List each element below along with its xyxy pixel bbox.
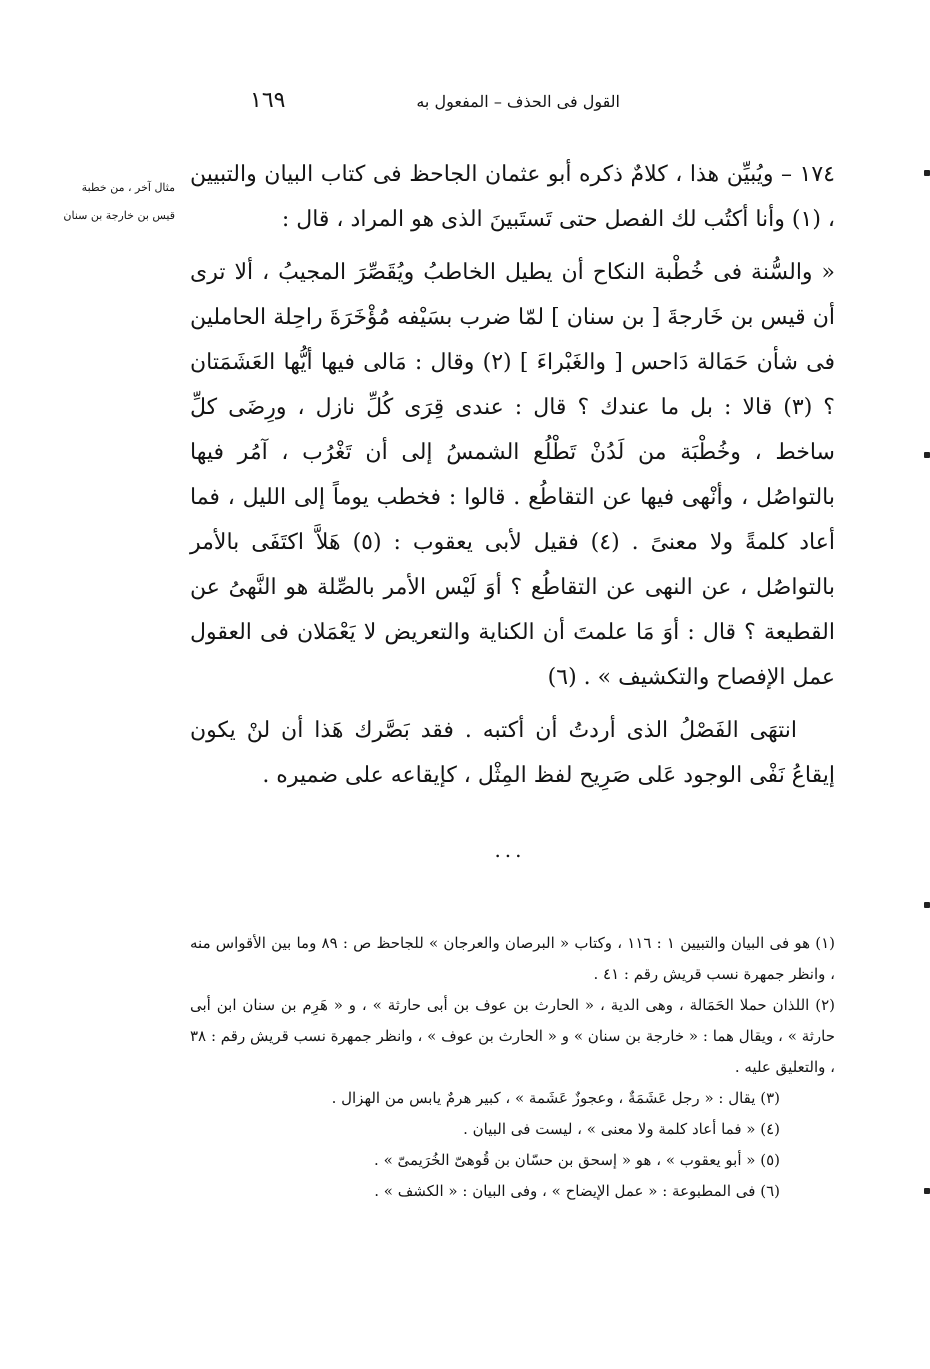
footnote: (٤) « فما أعاد كلمة ولا معنى » ، ليست فى البيان .	[463, 1120, 780, 1138]
margin-note-line: قيس بن خارجة بن سنان	[63, 209, 175, 222]
scan-mark	[924, 1188, 930, 1194]
scan-mark	[924, 452, 930, 458]
footnote: (٦) فى المطبوعة : « عمل الإيضاح » ، وفى البيان : « الكشف » .	[374, 1182, 780, 1200]
scan-mark	[924, 902, 930, 908]
page-header	[230, 88, 630, 118]
closing-paragraph: انتهَى الفَصْلُ الذى أردتُ أن أكتبه . فقد بَصَّرك هَذا أن لنْ يكون إيقاعُ نَفْى الوجود عَلى صَرِيح لفظ المِثْل ، كإيقاعه على ضميره .	[190, 718, 835, 788]
footnote: (١) هو فى البيان والتبيين ١ : ١١٦ ، وكتاب « البرصان والعرجان » للجاحظ ص : ٨٩ وما بين الأقواس منه ، وانظر جمهرة نسب قريش رقم : ٤١ .	[190, 934, 836, 983]
scan-mark	[924, 170, 930, 176]
footnote: (٥) « أبو يعقوب » ، هو « إسحق بن حسّان بن قُوهىّ الخُرَيمىّ » .	[374, 1151, 780, 1169]
section-separator: ...	[494, 838, 526, 862]
margin-note-line: مثال آخر ، من خطبة	[81, 181, 175, 194]
page-number: ١٦٩	[250, 88, 286, 113]
footnote: (٣) يقال : « رجل عَشَمَةٌ ، وعجوزٌ عَشَمة » ، كبير هرمٌ يابس من الهزال .	[331, 1089, 780, 1107]
paragraph-174: ١٧٤ – ويُبيِّن هذا ، كلامٌ ذكره أبو عثمان الجاحظ فى كتاب البيان والتبيين ، (١) وأنا أكتُب لك الفصل حتى تَستَبينَ الذى هو المراد ، قال :	[190, 162, 835, 232]
footnote: (٢) اللذان حملا الحَمَالة ، وهى الدية ، « الحارث بن عوف بن أبى حارثة » ، و « هَرِم بن سنان ابن أبى حارثة » ، ويقال هما : « خارجة بن سنان » و « الحارث بن عوف » ، وانظر جمهرة نسب قريش رقم : ٣٨ ، والتعليق عليه .	[190, 996, 835, 1076]
main-text	[190, 152, 835, 798]
footnotes	[190, 928, 835, 1207]
margin-note	[55, 174, 175, 230]
quoted-passage: « والسُّنة فى خُطْبة النكاح أن يطيل الخاطبُ ويُقَصِّرَ المجيبُ ، ألا ترى أن قيس بن خَارجةَ [ بن سنان ] لمّا ضرب بسَيْفه مُؤْخَرَةَ راحِلة الحاملين فى شأن حَمَالة دَاحس [ والغَبْراءَ ] (٢) وقال : مَالى فيها أيُّها العَشَمَتان ؟ (٣) قالا : بل ما عندك ؟ قال : عندى قِرَى كُلِّ نازل ، ورِضَى كلِّ ساخط ، وخُطْبَة من لَدُنْ تَطْلُع الشمسُ إلى أن تَغْرُب ، آمُر فيها بالتواصُل ، وأنْهى فيها عن التقاطُع . قالوا : فخطب يوماً إلى الليل ، فما أعاد كلمةً ولا معنىً . (٤) فقيل لأبى يعقوب : (٥) هَلاَّ اكتَفَى بالأمر بالتواصُل ، عن النهى عن التقاطُع ؟ أوَ لَيْس الأمر بالصِّلة هو النَّهىُ عن القطيعة ؟ قال : أوَ مَا علمتَ أن الكناية والتعريض لا يَعْمَلان فى العقول عمل الإفصاح والتكشيف » . (٦)	[190, 260, 836, 690]
running-title: القول فى الحذف – المفعول به	[416, 92, 620, 111]
